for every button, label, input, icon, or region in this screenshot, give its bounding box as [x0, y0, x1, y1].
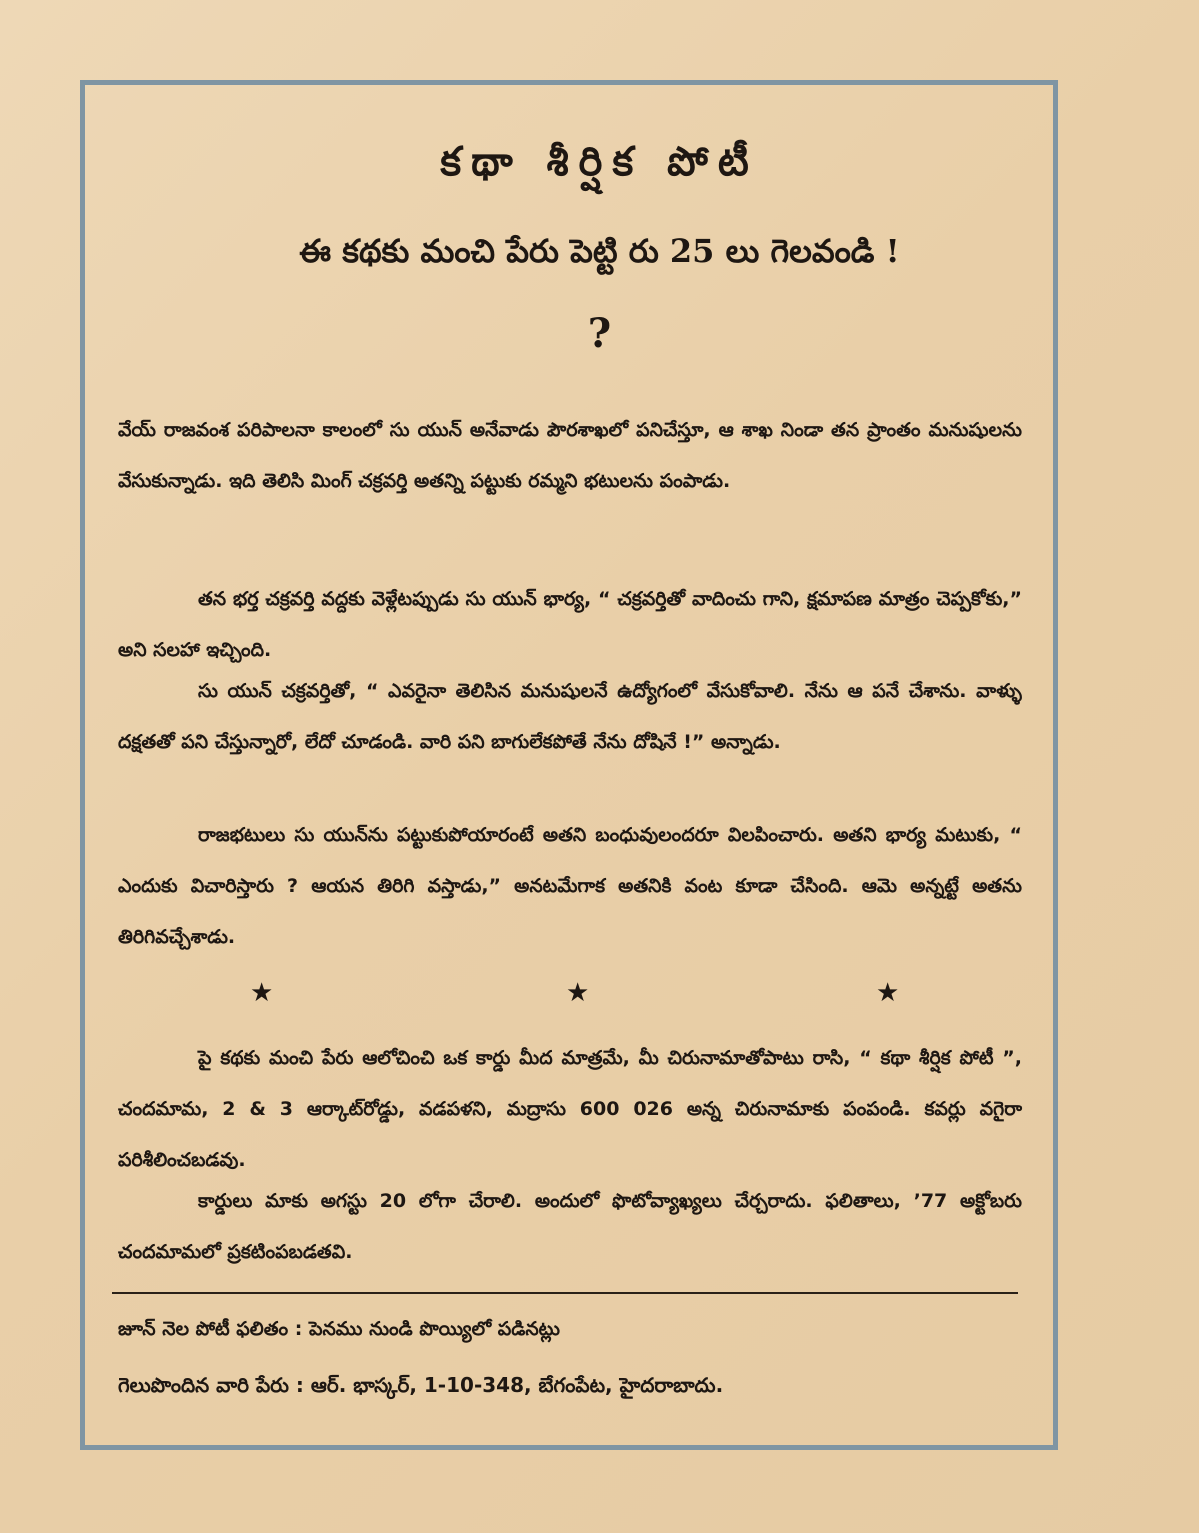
story-paragraph-2: తన భర్త చక్రవర్తి వద్దకు వెళ్లేటప్పుడు సు యున్ భార్య, “ చక్రవర్తితో వాదించు గాని, క్షమాపణ మాత్రం చెప్పకోకు,” అని సలహా ఇచ్చింది. [118, 588, 1022, 661]
divider [112, 1292, 1018, 1294]
separator-star-icon: ★ [876, 978, 900, 1008]
instructions-paragraph-2: కార్డులు మాకు అగస్టు 20 లోగా చేరాలి. అందులో ఫొటోవ్యాఖ్యలు చేర్చరాదు. ఫలితాలు, ’77 అక్టోబరు చందమామలో ప్రకటింపబడతవి. [118, 1190, 1022, 1263]
story-paragraph-4: రాజభటులు సు యున్‌ను పట్టుకుపోయారంటే అతని బంధువులందరూ విలపించారు. అతని భార్య మటుకు, “ ఎందుకు విచారిస్తారు ? ఆయన తిరిగి వస్తాడు,” అనటమేగాక అతనికి వంట కూడా చేసింది. ఆమె అన్నట్టే అతను తిరిగివచ్చేశాడు. [118, 824, 1022, 948]
story-paragraph-1: వేయ్ రాజవంశ పరిపాలనా కాలంలో సు యున్ అనేవాడు పౌరశాఖలో పనిచేస్తూ, ఆ శాఖ నిండా తన ప్రాంతం మనుషులను వేసుకున్నాడు. ఇది తెలిసి మింగ్ చక్రవర్తి అతన్ని పట్టుకు రమ్మని భటులను పంపాడు. [118, 419, 1022, 492]
instructions-paragraph-1: పై కథకు మంచి పేరు ఆలోచించి ఒక కార్డు మీద మాత్రమే, మీ చిరునామాతోపాటు రాసి, “ కథా శీర్షిక పోటీ ”, చందమామ, 2 & 3 ఆర్కాట్‌రోడ్డు, వడపళని, మద్రాసు 600 026 అన్న చిరునామాకు పంపండి. కవర్లు వగైరా పరిశీలించబడవు. [118, 1047, 1022, 1171]
winner-line: గెలుపొందిన వారి పేరు : ఆర్. భాస్కర్, 1-10-348, బేగంపేట, హైదరాబాదు. [118, 1373, 724, 1397]
previous-result-line: జూన్ నెల పోటీ ఫలితం : పెనము నుండి పొయ్యిలో పడినట్లు [118, 1318, 560, 1340]
separator-star-icon: ★ [250, 978, 274, 1008]
story-title-placeholder: ? [587, 310, 612, 357]
separator-star-icon: ★ [566, 978, 590, 1008]
page-subtitle: ఈ కథకు మంచి పేరు పెట్టి రు 25 లు గెలవండి ! [299, 232, 900, 270]
story-paragraph-3: సు యున్ చక్రవర్తితో, “ ఎవరైనా తెలిసిన మనుషులనే ఉద్యోగంలో వేసుకోవాలి. నేను ఆ పనే చేశాను. వాళ్ళు దక్షతతో పని చేస్తున్నారో, లేదో చూడండి. వారి పని బాగులేకపోతే నేను దోషినే !” అన్నాడు. [118, 680, 1022, 753]
page-title: కథా శీర్షిక పోటీ [440, 138, 759, 185]
